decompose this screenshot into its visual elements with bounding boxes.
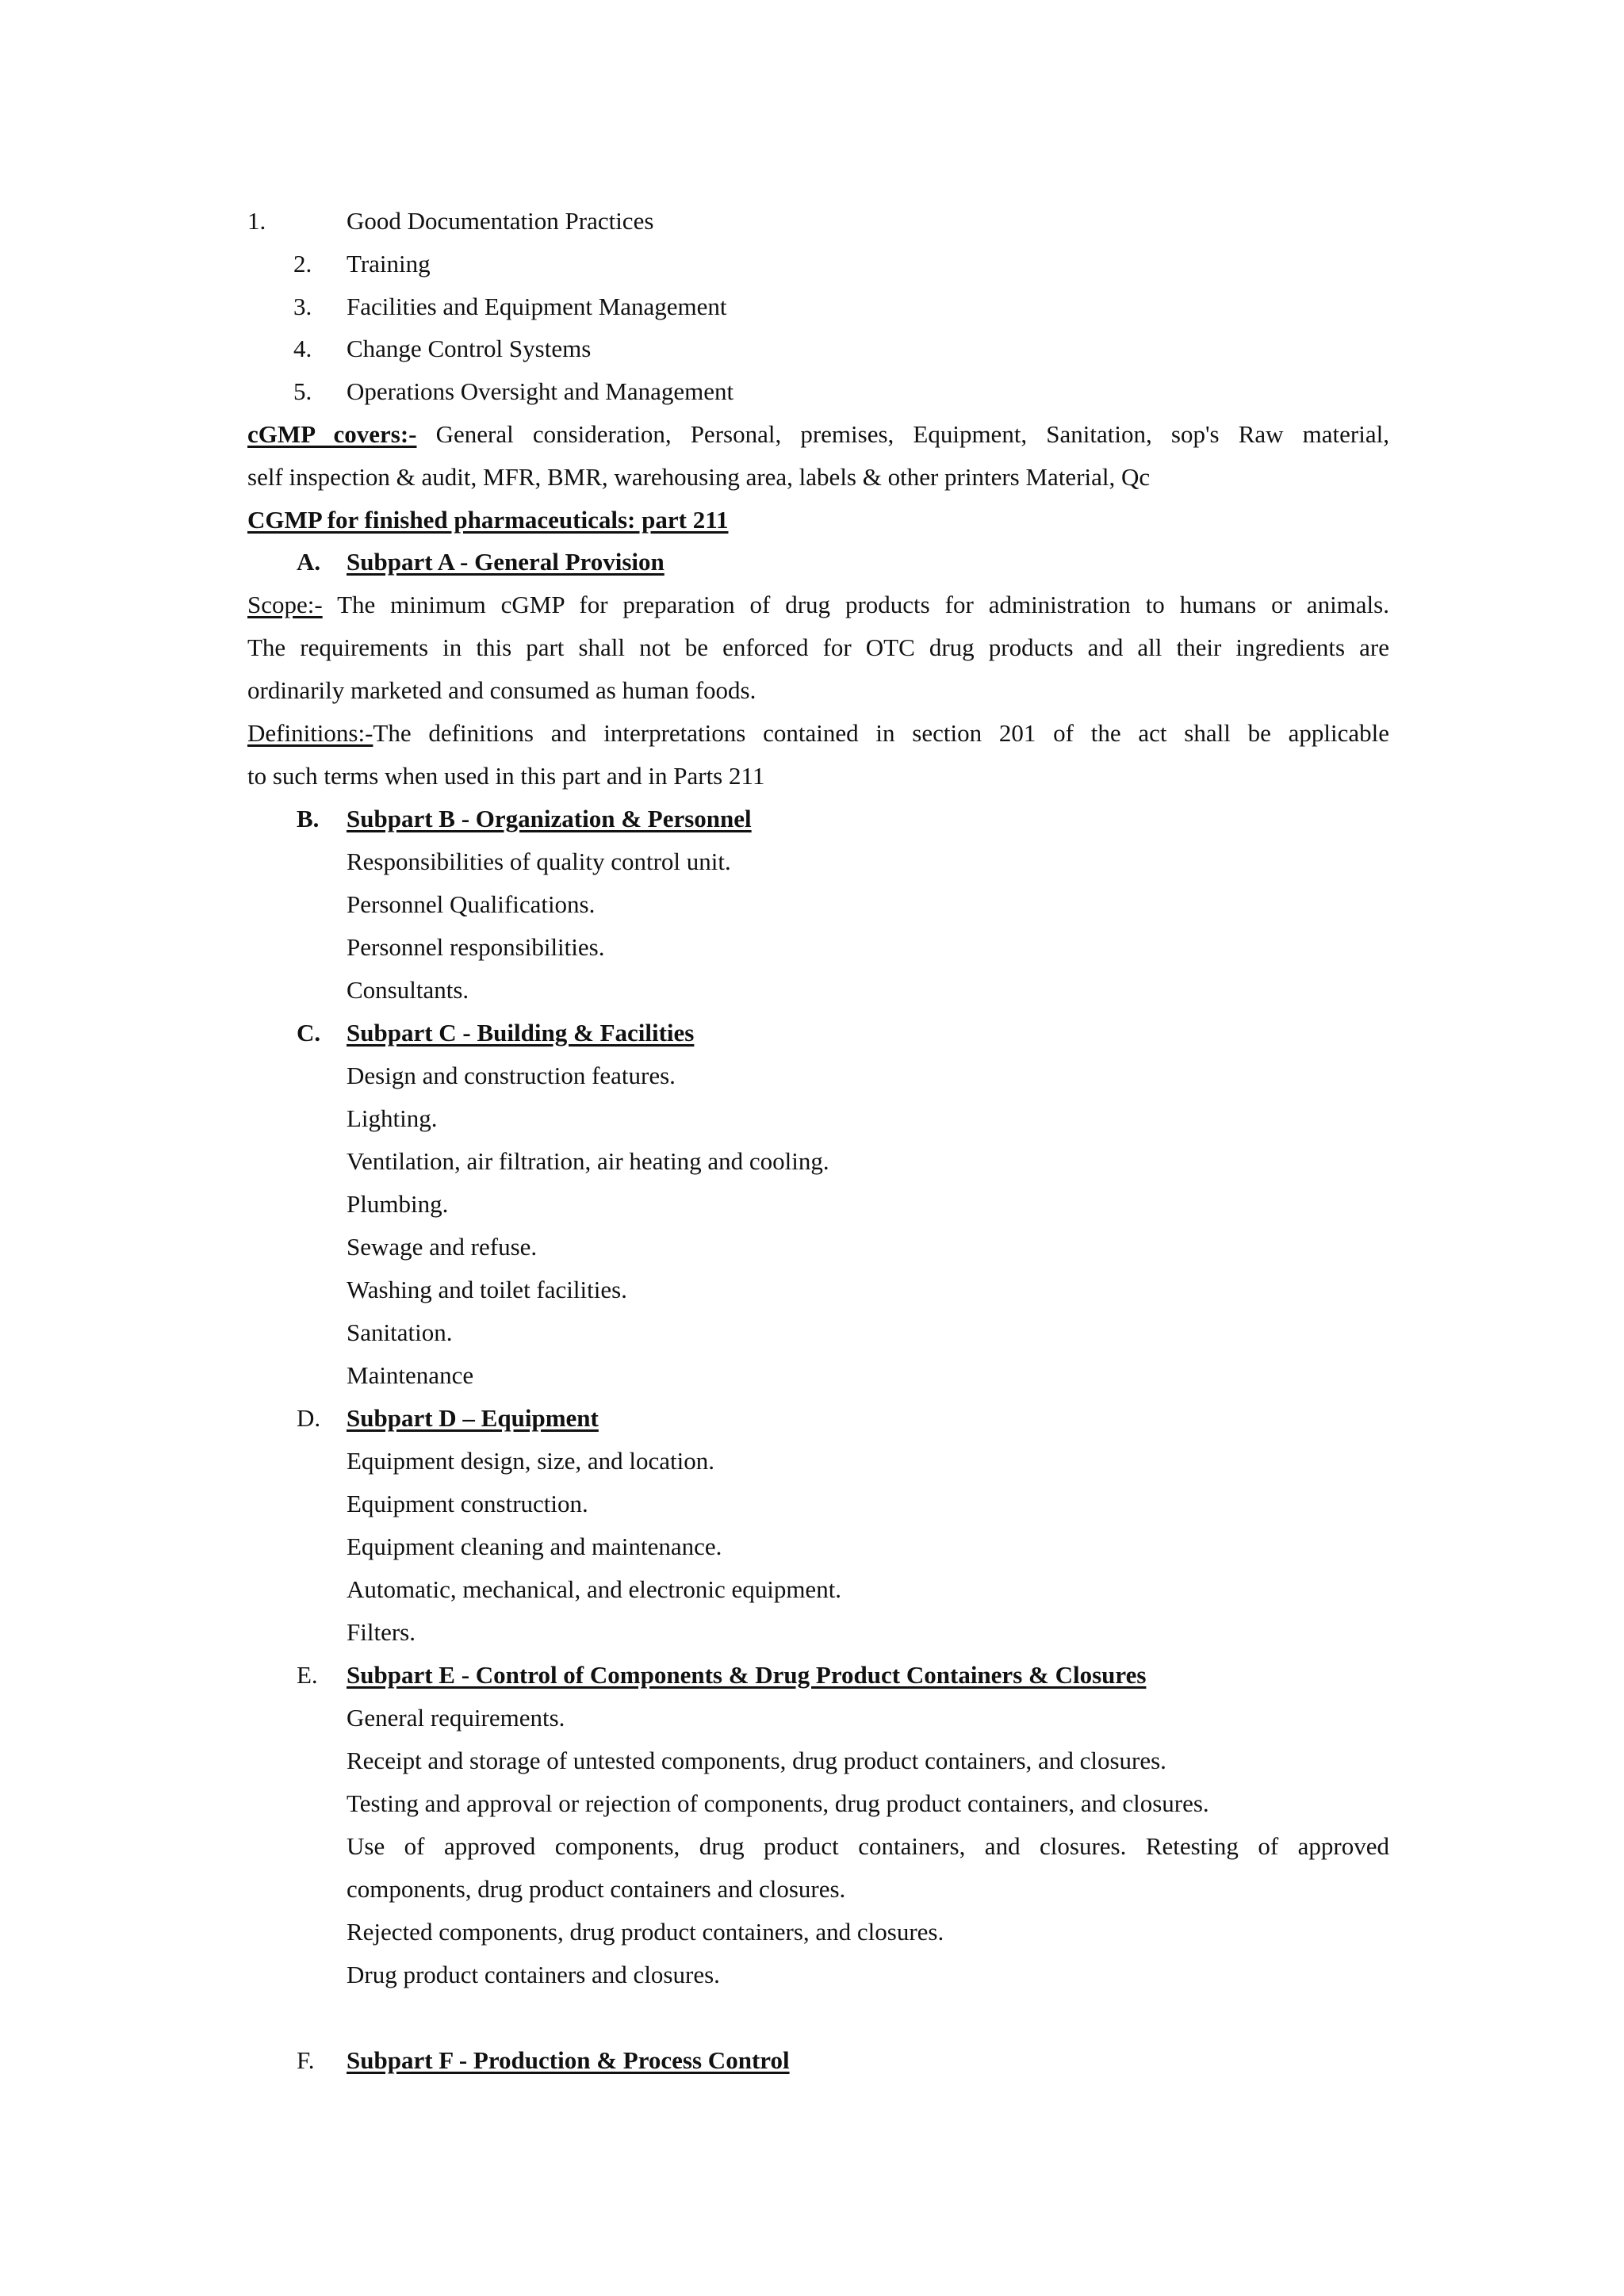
list-number: 1. — [247, 207, 266, 235]
list-item: Drug product containers and closures. — [347, 1961, 720, 1988]
list-item: General requirements. — [347, 1704, 565, 1732]
list-item: Ventilation, air filtration, air heating and cooling. — [347, 1147, 829, 1175]
list-item: Personnel responsibilities. — [347, 933, 605, 961]
list-item: Automatic, mechanical, and electronic equipment. — [347, 1575, 842, 1603]
scope-line2: The requirements in this part shall not be enforced for OTC drug products and all their ingredients are — [247, 633, 1389, 661]
subpart-e-letter: E. — [297, 1661, 318, 1689]
list-item: Sanitation. — [347, 1318, 453, 1346]
scope-text: The minimum cGMP for preparation of drug products for administration to humans or animals. — [337, 591, 1389, 618]
subpart-e-title: Subpart E - Control of Components & Drug Product Containers & Closures — [347, 1661, 1147, 1689]
scope-line — [247, 592, 1389, 617]
subpart-b-title: Subpart B - Organization & Personnel — [347, 805, 752, 832]
scope-label: Scope:- — [247, 591, 323, 618]
cgmp-covers-text: General consideration, Personal, premises, Equipment, Sanitation, sop's Raw material, — [435, 420, 1389, 448]
definitions-text: The definitions and interpretations contained in section 201 of the act shall be applicable — [373, 719, 1389, 747]
subpart-a-title: Subpart A - General Provision — [347, 548, 665, 576]
list-item: Filters. — [347, 1618, 416, 1646]
subpart-a-letter: A. — [297, 548, 321, 576]
list-number: 5. — [293, 377, 312, 405]
cgmp-covers-line — [247, 422, 1389, 446]
definitions-line2: to such terms when used in this part and in Parts 211 — [247, 762, 765, 790]
list-item: Facilities and Equipment Management — [347, 293, 727, 320]
list-item: Maintenance — [347, 1361, 474, 1389]
list-item: Responsibilities of quality control unit. — [347, 848, 731, 875]
scope-line3: ordinarily marketed and consumed as human foods. — [247, 676, 756, 704]
subpart-d-title: Subpart D – Equipment — [347, 1404, 599, 1432]
list-item: Good Documentation Practices — [347, 207, 654, 235]
list-item: Consultants. — [347, 976, 469, 1004]
list-item: Equipment design, size, and location. — [347, 1447, 715, 1475]
subpart-b-letter: B. — [297, 805, 320, 832]
list-item: Training — [347, 250, 431, 277]
subpart-c-title: Subpart C - Building & Facilities — [347, 1019, 695, 1047]
list-item: Equipment cleaning and maintenance. — [347, 1533, 722, 1560]
list-item: Testing and approval or rejection of components, drug product containers, and closures. — [347, 1789, 1209, 1817]
definitions-label: Definitions:- — [247, 719, 373, 747]
list-item-continuation: components, drug product containers and closures. — [347, 1875, 846, 1903]
list-item: Sewage and refuse. — [347, 1233, 538, 1261]
subpart-f-letter: F. — [297, 2046, 315, 2074]
definitions-line — [247, 721, 1389, 745]
cgmp-covers-line2: self inspection & audit, MFR, BMR, warehousing area, labels & other printers Material, Qc — [247, 463, 1151, 491]
subpart-f-title: Subpart F - Production & Process Control — [347, 2046, 790, 2074]
list-number: 4. — [293, 335, 312, 362]
list-item: Receipt and storage of untested components, drug product containers, and closures. — [347, 1747, 1166, 1774]
part-heading: CGMP for finished pharmaceuticals: part 211 — [247, 506, 729, 534]
cgmp-covers-label: cGMP covers:- — [247, 420, 417, 448]
subpart-d-letter: D. — [297, 1404, 321, 1432]
list-item: Washing and toilet facilities. — [347, 1276, 627, 1303]
list-number: 2. — [293, 250, 312, 277]
list-item: Plumbing. — [347, 1190, 449, 1218]
list-number: 3. — [293, 293, 312, 320]
list-item: Change Control Systems — [347, 335, 592, 362]
list-item: Lighting. — [347, 1104, 438, 1132]
list-item: Equipment construction. — [347, 1490, 588, 1517]
list-item: Personnel Qualifications. — [347, 890, 596, 918]
list-item: Use of approved components, drug product containers, and closures. Retesting of approved — [347, 1832, 1389, 1860]
list-item: Operations Oversight and Management — [347, 377, 734, 405]
list-item: Design and construction features. — [347, 1062, 676, 1089]
subpart-c-letter: C. — [297, 1019, 321, 1047]
list-item: Rejected components, drug product containers, and closures. — [347, 1918, 944, 1946]
